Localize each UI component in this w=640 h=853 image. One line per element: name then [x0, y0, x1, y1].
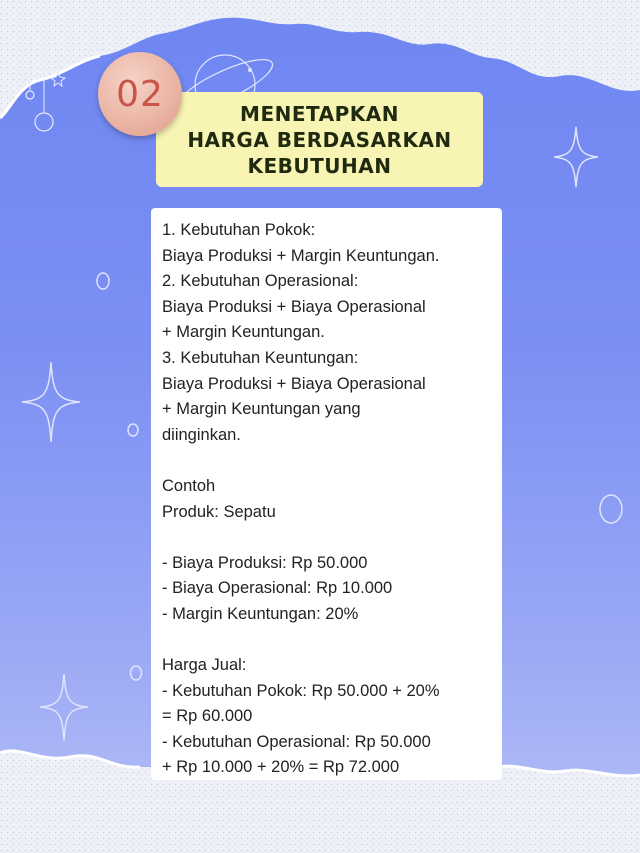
content-line: + Margin Keuntungan. [162, 323, 325, 342]
content-line: 3. Kebutuhan Keuntungan: [162, 348, 359, 367]
content-line: Biaya Produksi + Biaya Operasional [162, 297, 426, 316]
content-line: = Rp 60.000 [162, 707, 253, 726]
circle-dot-icon [126, 422, 140, 438]
content-line: Contoh [162, 476, 216, 495]
title-line-2: HARGA BERDASARKAN [187, 127, 452, 152]
content-line: + Margin Keuntungan yang [162, 400, 361, 419]
content-line [162, 628, 498, 654]
circle-dot-icon [597, 492, 625, 526]
content-line: Biaya Produksi + Margin Keuntungan. [162, 246, 440, 265]
content-line: - Kebutuhan Operasional: Rp 50.000 [162, 732, 431, 751]
content-line: diinginkan. [162, 425, 241, 444]
content-text [162, 218, 498, 781]
sparkle-icon [38, 672, 90, 742]
circle-dot-icon [94, 270, 112, 292]
content-line: 1. Kebutuhan Pokok: [162, 221, 316, 239]
title-line-3: KEBUTUHAN [247, 153, 392, 178]
content-line: Biaya Produksi + Biaya Operasional [162, 374, 426, 393]
content-line: - Kebutuhan Pokok: Rp 50.000 + 20% [162, 681, 440, 700]
content-line: Produk: Sepatu [162, 502, 276, 521]
content-line [162, 525, 498, 551]
content-line: Harga Jual: [162, 656, 247, 675]
badge-number: 02 [116, 73, 164, 115]
content-line: + Rp 10.000 + 20% = Rp 72.000 [162, 758, 400, 777]
title-box [156, 92, 483, 187]
content-line: - Margin Keuntungan: 20% [162, 604, 359, 623]
circle-dot-icon [128, 664, 144, 682]
title-line-1: MENETAPKAN [240, 101, 399, 126]
sparkle-icon [20, 360, 82, 444]
number-badge [98, 52, 182, 136]
content-line [162, 448, 498, 474]
content-line: - Biaya Operasional: Rp 10.000 [162, 579, 393, 598]
hanging-stars-icon [20, 40, 80, 140]
sparkle-icon [552, 125, 600, 189]
content-line: - Biaya Produksi: Rp 50.000 [162, 553, 368, 572]
content-line: 2. Kebutuhan Operasional: [162, 272, 359, 291]
